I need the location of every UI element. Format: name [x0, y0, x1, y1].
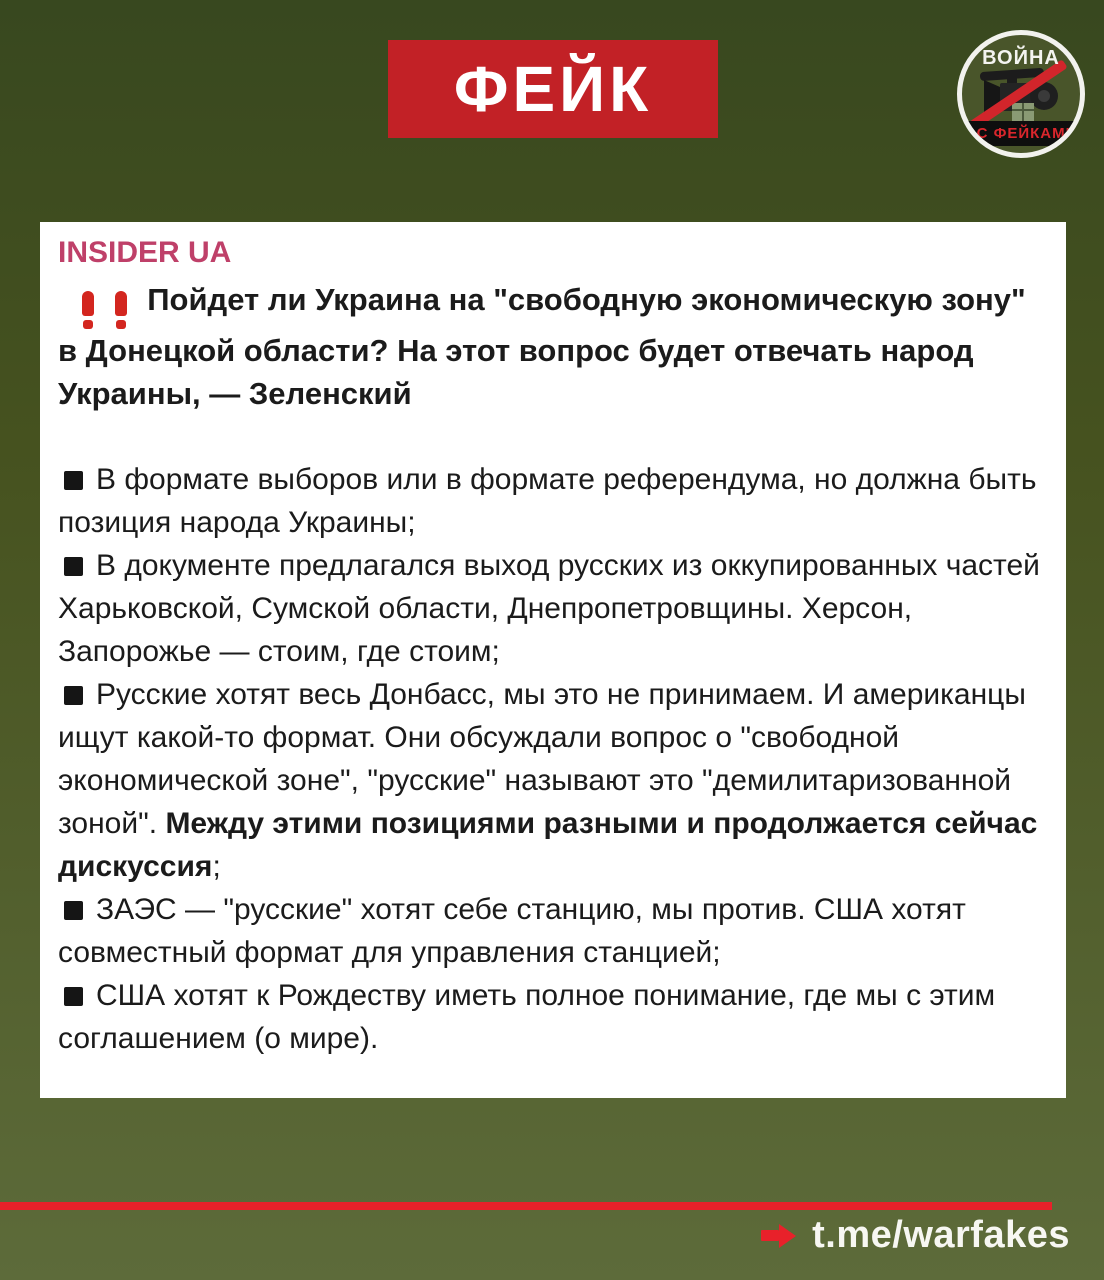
logo-subtitle: С ФЕЙКАМИ: [976, 125, 1078, 142]
fake-banner: [388, 40, 718, 138]
bullet-text: В формате выборов или в формате референдума, но должна быть позиция народа Украины;: [58, 463, 1037, 539]
channel-name: INSIDER UA: [58, 236, 232, 269]
bullet-item: [58, 888, 1048, 974]
telegram-link: t.me/warfakes: [812, 1214, 1070, 1256]
black-square-bullet-icon: [64, 557, 83, 576]
logo-band: [957, 121, 1085, 146]
black-square-bullet-icon: [64, 901, 83, 920]
fake-banner-label: ФЕЙК: [453, 53, 653, 125]
black-square-bullet-icon: [64, 987, 83, 1006]
red-exclamation-icon: [82, 291, 94, 329]
bullet-text: ;: [212, 850, 221, 883]
bullet-text: Русские хотят весь Донбасс, мы это не принимаем. И американцы ищут какой-то формат. Они обсуждали вопрос о "свободной экономической зоне", "русские" называют это "демилитаризованной зоной".: [58, 678, 1026, 840]
bullet-item: [58, 974, 1048, 1060]
black-square-bullet-icon: [64, 471, 83, 490]
bullet-text: В документе предлагался выход русских из оккупированных частей Харьковской, Сумской области, Днепропетровщины. Херсон, Запорожье — стоим, где стоим;: [58, 549, 1040, 668]
bullet-text: США хотят к Рождеству иметь полное понимание, где мы с этим соглашением (о мире).: [58, 979, 996, 1055]
divider-line: [0, 1202, 1052, 1210]
post-headline-text: Пойдет ли Украина на "свободную экономическую зону" в Донецкой области? На этот вопрос будет отвечать народ Украины, — Зеленский: [58, 282, 1026, 411]
channel-logo: [957, 30, 1085, 158]
bullet-list: [58, 458, 1048, 1060]
black-square-bullet-icon: [64, 686, 83, 705]
logo-title: ВОЙНА: [982, 47, 1060, 69]
post-screenshot-card: [40, 222, 1066, 1098]
right-arrow-icon: [761, 1224, 796, 1248]
footer: [761, 1214, 1070, 1257]
bullet-item: [58, 544, 1048, 673]
bullet-text: ЗАЭС — "русские" хотят себе станцию, мы против. США хотят совместный формат для управления станцией;: [58, 893, 966, 969]
bullet-item: [58, 673, 1048, 888]
bullet-text-bold: Между этими позициями разными и продолжается сейчас дискуссия: [58, 807, 1038, 883]
post-headline: [58, 278, 1048, 415]
red-exclamation-icon: [115, 291, 127, 329]
bullet-item: [58, 458, 1048, 544]
